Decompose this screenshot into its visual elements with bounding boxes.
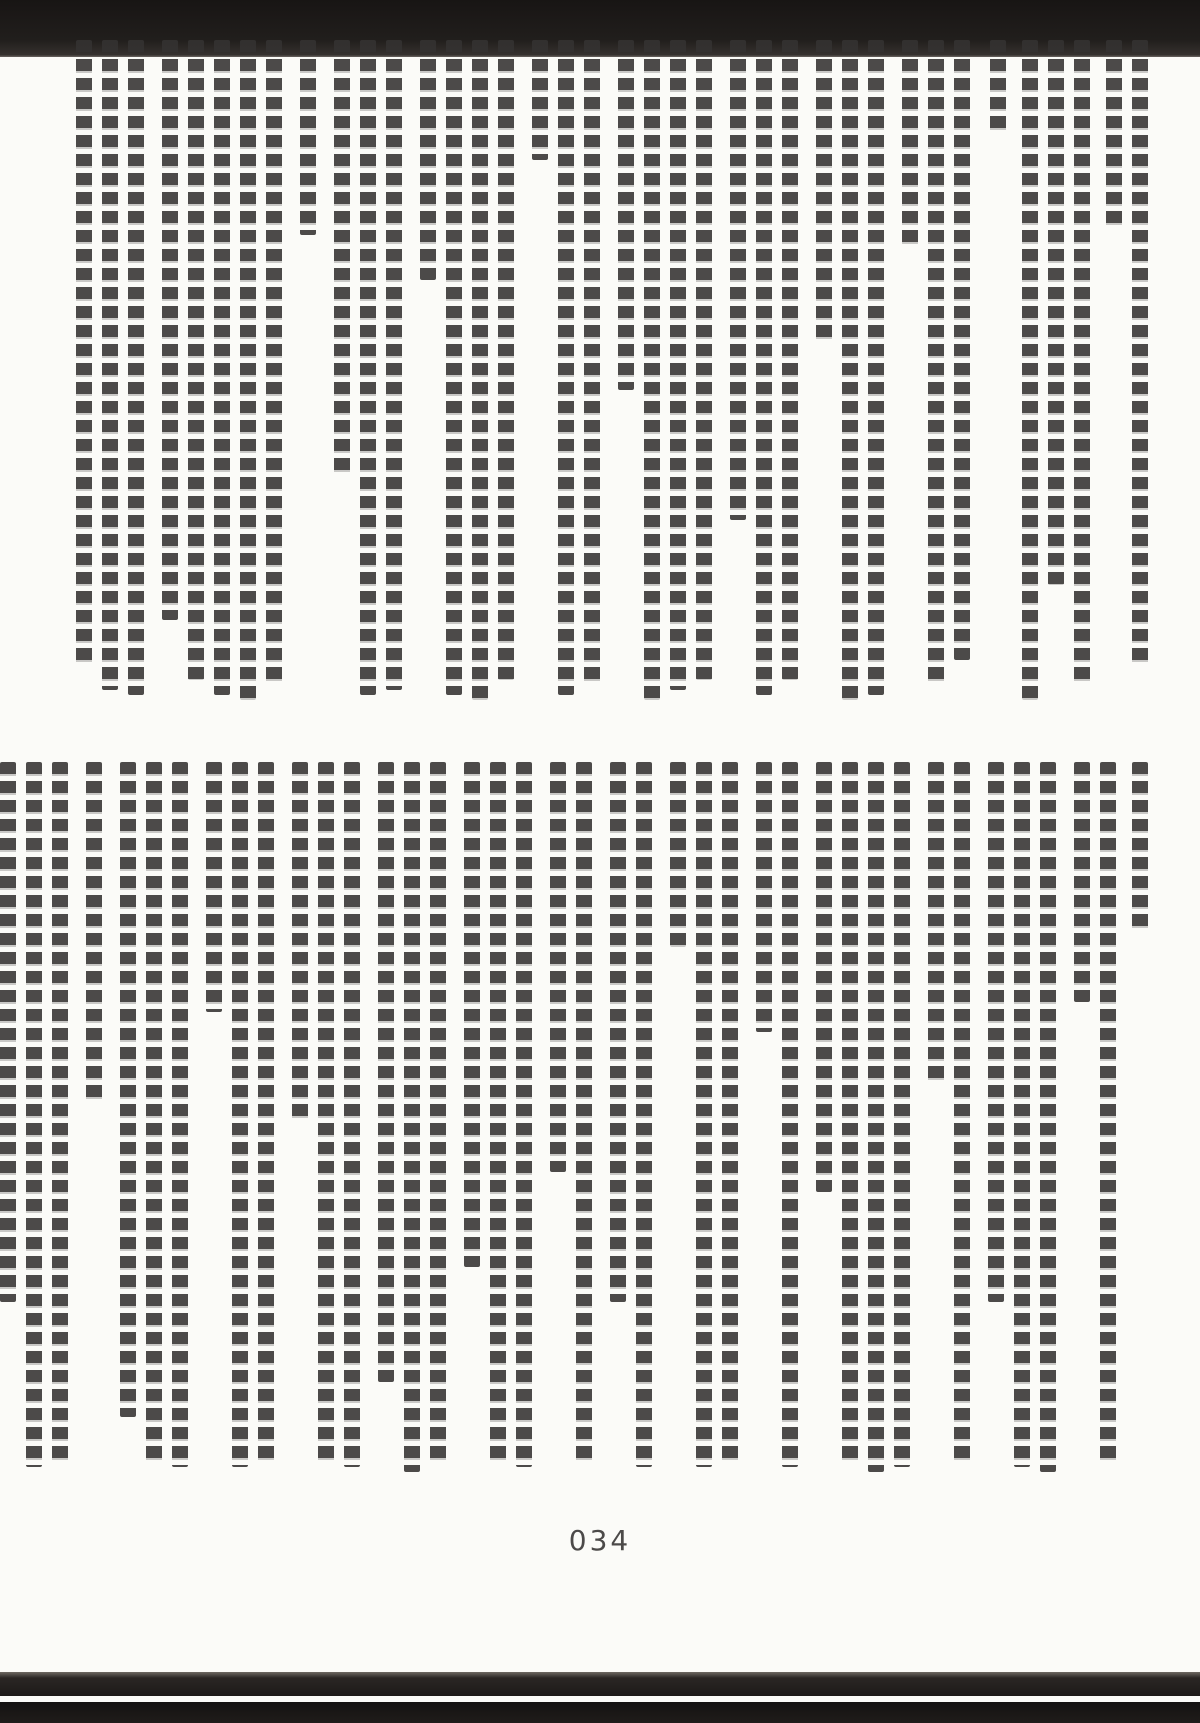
redacted-text-column xyxy=(1106,40,1122,230)
redacted-text-column xyxy=(954,762,970,1462)
redacted-text-column xyxy=(894,762,910,1467)
page-number: 034 xyxy=(568,1524,632,1557)
redacted-text-column xyxy=(954,40,970,660)
redacted-text-column xyxy=(990,40,1006,135)
redacted-text-column xyxy=(76,40,92,665)
redacted-text-column xyxy=(584,40,600,685)
redacted-text-column xyxy=(206,762,222,1012)
redacted-text-column xyxy=(816,762,832,1192)
redacted-text-column xyxy=(464,762,480,1267)
redacted-text-column xyxy=(782,762,798,1467)
redacted-text-column xyxy=(842,762,858,1462)
redacted-text-column xyxy=(498,40,514,680)
redacted-text-column xyxy=(928,40,944,685)
redacted-text-column xyxy=(988,762,1004,1302)
redacted-text-column xyxy=(188,40,204,680)
redacted-text-column xyxy=(644,40,660,700)
redacted-text-column xyxy=(26,762,42,1467)
redacted-text-column xyxy=(532,40,548,160)
redacted-text-column xyxy=(386,40,402,690)
redacted-text-column xyxy=(1022,40,1038,700)
redacted-text-column xyxy=(730,40,746,520)
redacted-text-column xyxy=(232,762,248,1467)
redacted-text-column xyxy=(102,40,118,690)
redacted-text-column xyxy=(782,40,798,680)
redacted-text-column xyxy=(928,762,944,1082)
redacted-text-column xyxy=(258,762,274,1462)
redacted-text-column xyxy=(1074,762,1090,1002)
redacted-text-column xyxy=(670,762,686,947)
redacted-text-column xyxy=(446,40,462,695)
redacted-text-column xyxy=(1100,762,1116,1462)
redacted-text-column xyxy=(1014,762,1030,1467)
redacted-text-column xyxy=(162,40,178,620)
redacted-text-column xyxy=(696,762,712,1467)
scan-edge-bar-bottom-inner xyxy=(0,1702,1200,1723)
redacted-text-column xyxy=(404,762,420,1472)
scan-edge-bar-bottom-outer xyxy=(0,1672,1200,1696)
redacted-text-column xyxy=(86,762,102,1102)
redacted-text-column xyxy=(636,762,652,1467)
redacted-text-column xyxy=(128,40,144,695)
redacted-text-column xyxy=(550,762,566,1172)
text-block-top xyxy=(52,40,1148,740)
redacted-text-column xyxy=(670,40,686,690)
text-block-bottom xyxy=(52,762,1148,1514)
redacted-text-column xyxy=(378,762,394,1382)
redacted-text-column xyxy=(0,762,16,1302)
redacted-text-column xyxy=(756,762,772,1032)
redacted-text-column xyxy=(146,762,162,1462)
redacted-text-column xyxy=(1040,762,1056,1472)
redacted-text-column xyxy=(292,762,308,1122)
redacted-text-column xyxy=(214,40,230,695)
redacted-text-column xyxy=(1048,40,1064,585)
redacted-text-column xyxy=(266,40,282,685)
redacted-text-column xyxy=(120,762,136,1417)
redacted-text-column xyxy=(52,762,68,1462)
redacted-text-column xyxy=(420,40,436,280)
redacted-text-column xyxy=(696,40,712,680)
redacted-text-column xyxy=(344,762,360,1467)
redacted-text-column xyxy=(172,762,188,1467)
redacted-text-column xyxy=(756,40,772,695)
redacted-text-column xyxy=(240,40,256,700)
redacted-text-column xyxy=(902,40,918,245)
redacted-text-column xyxy=(472,40,488,700)
redacted-text-column xyxy=(558,40,574,695)
redacted-text-column xyxy=(610,762,626,1302)
redacted-text-column xyxy=(868,762,884,1472)
redacted-text-column xyxy=(618,40,634,390)
redacted-text-column xyxy=(360,40,376,695)
redacted-text-column xyxy=(1132,762,1148,932)
redacted-text-column xyxy=(722,762,738,1462)
redacted-text-column xyxy=(1132,40,1148,665)
redacted-text-column xyxy=(816,40,832,340)
redacted-text-column xyxy=(334,40,350,475)
redacted-text-column xyxy=(868,40,884,695)
redacted-text-column xyxy=(490,762,506,1462)
redacted-text-column xyxy=(318,762,334,1462)
redacted-text-column xyxy=(1074,40,1090,685)
redacted-text-column xyxy=(842,40,858,700)
redacted-text-column xyxy=(516,762,532,1467)
redacted-text-column xyxy=(300,40,316,235)
redacted-text-column xyxy=(430,762,446,1462)
redacted-text-column xyxy=(576,762,592,1462)
